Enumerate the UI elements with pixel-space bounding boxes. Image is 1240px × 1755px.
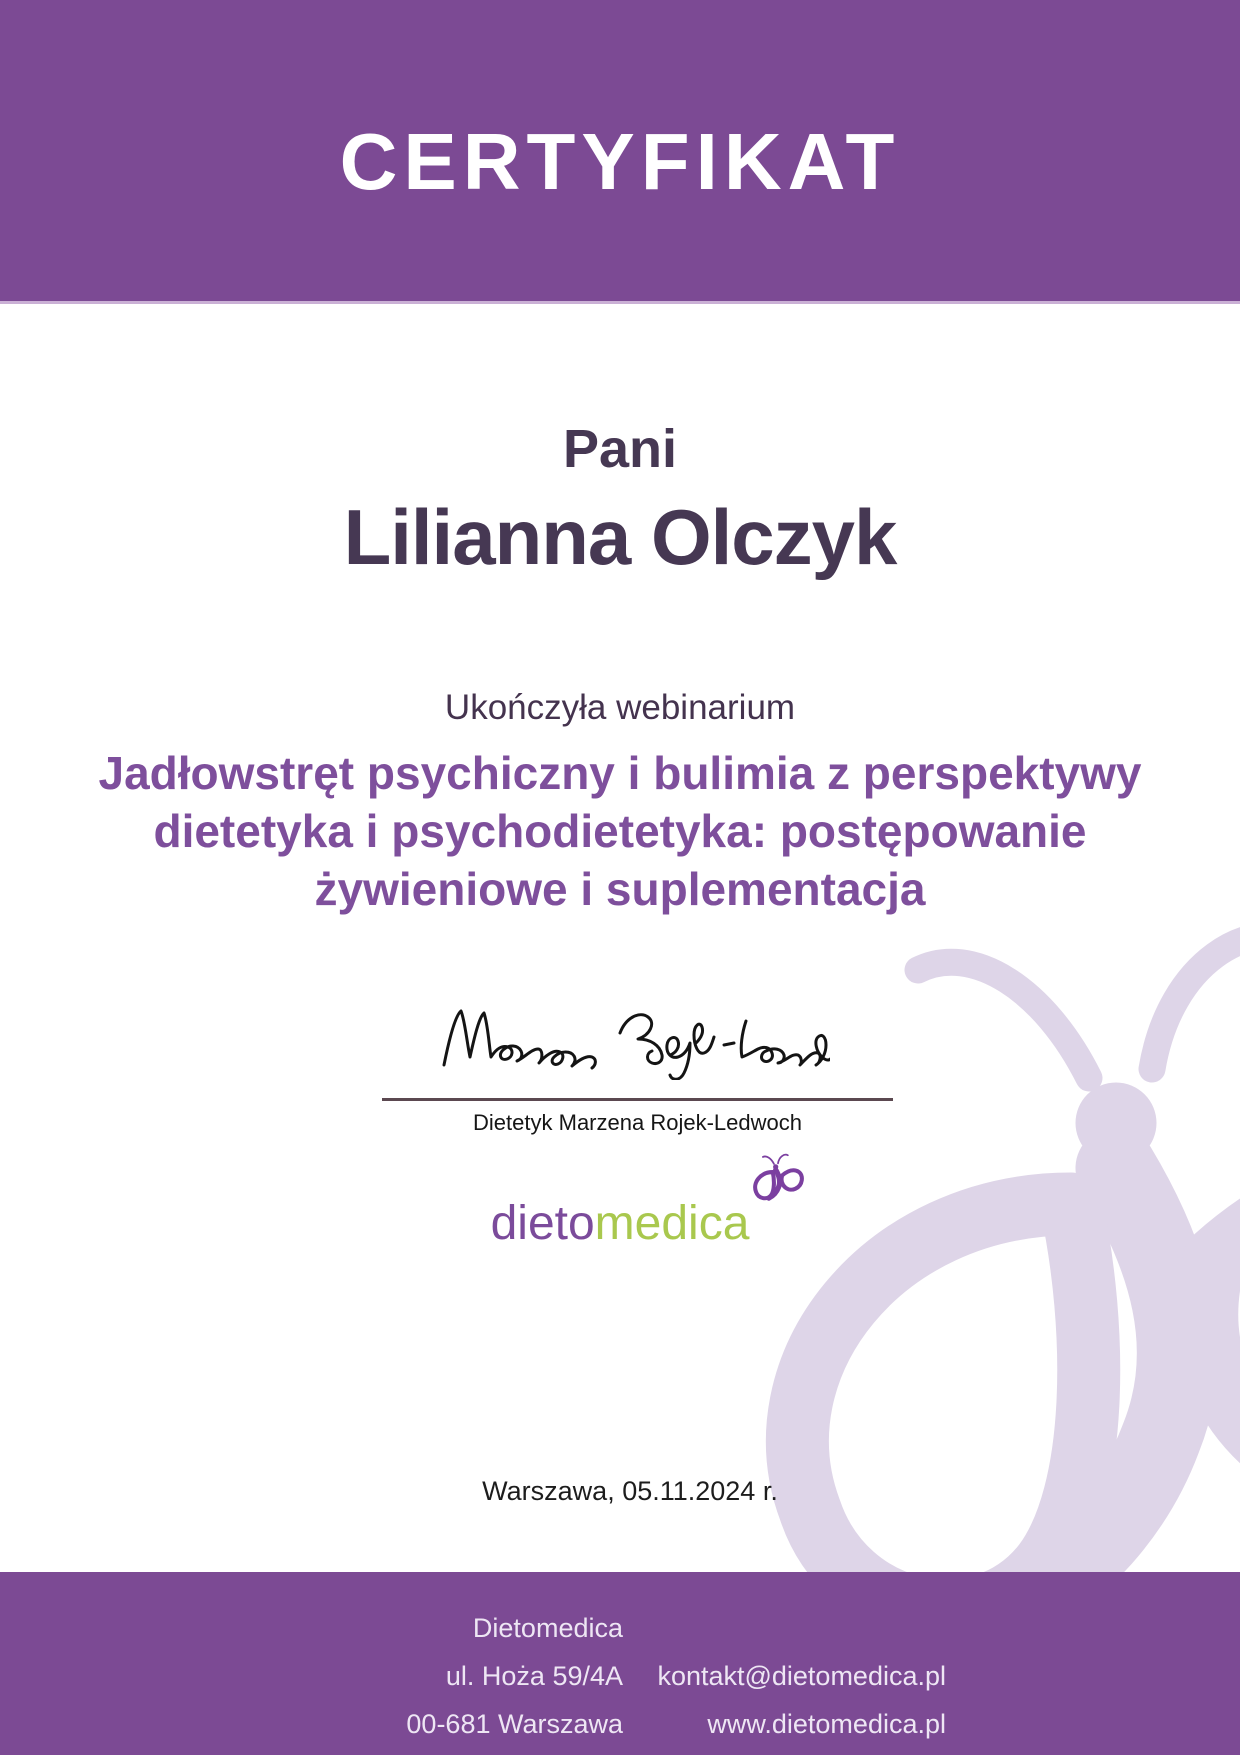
logo-text-medica: medica: [594, 1197, 750, 1250]
course-title: [70, 744, 1170, 918]
logo-text-dieto: dieto: [490, 1197, 595, 1250]
footer-website: www.dietomedica.pl: [707, 1709, 946, 1739]
course-title-line-3: żywieniowe i suplementacja: [314, 863, 926, 915]
footer-band: [0, 1572, 1240, 1755]
course-intro: Ukończyła webinarium: [444, 688, 796, 727]
footer-address-line1: ul. Hoża 59/4A: [445, 1661, 623, 1691]
footer-contact-block: [657, 1652, 946, 1748]
footer-email: kontakt@dietomedica.pl: [657, 1661, 946, 1691]
course-title-line-2: dietetyka i psychodietetyka: postępowanie: [153, 805, 1087, 857]
certificate-title: CERTYFIKAT: [339, 116, 901, 206]
header-band: [0, 0, 1240, 304]
signature-label: Dietetyk Marzena Rojek-Ledwoch: [473, 1110, 802, 1135]
recipient-salutation: Pani: [562, 419, 678, 479]
signature-image: [430, 998, 830, 1080]
footer-address-block: [406, 1604, 623, 1748]
footer-company: Dietomedica: [472, 1613, 623, 1643]
course-title-line-1: Jadłowstręt psychiczny i bulimia z perspektywy: [98, 747, 1142, 799]
signature-divider-line: [382, 1098, 893, 1101]
recipient-name: Lilianna Olczyk: [343, 493, 897, 581]
logo: [0, 1198, 1240, 1261]
date-line: Warszawa, 05.11.2024 r.: [482, 1476, 778, 1506]
butterfly-logo-icon: [749, 1148, 807, 1210]
footer-address-line2: 00-681 Warszawa: [406, 1709, 623, 1739]
